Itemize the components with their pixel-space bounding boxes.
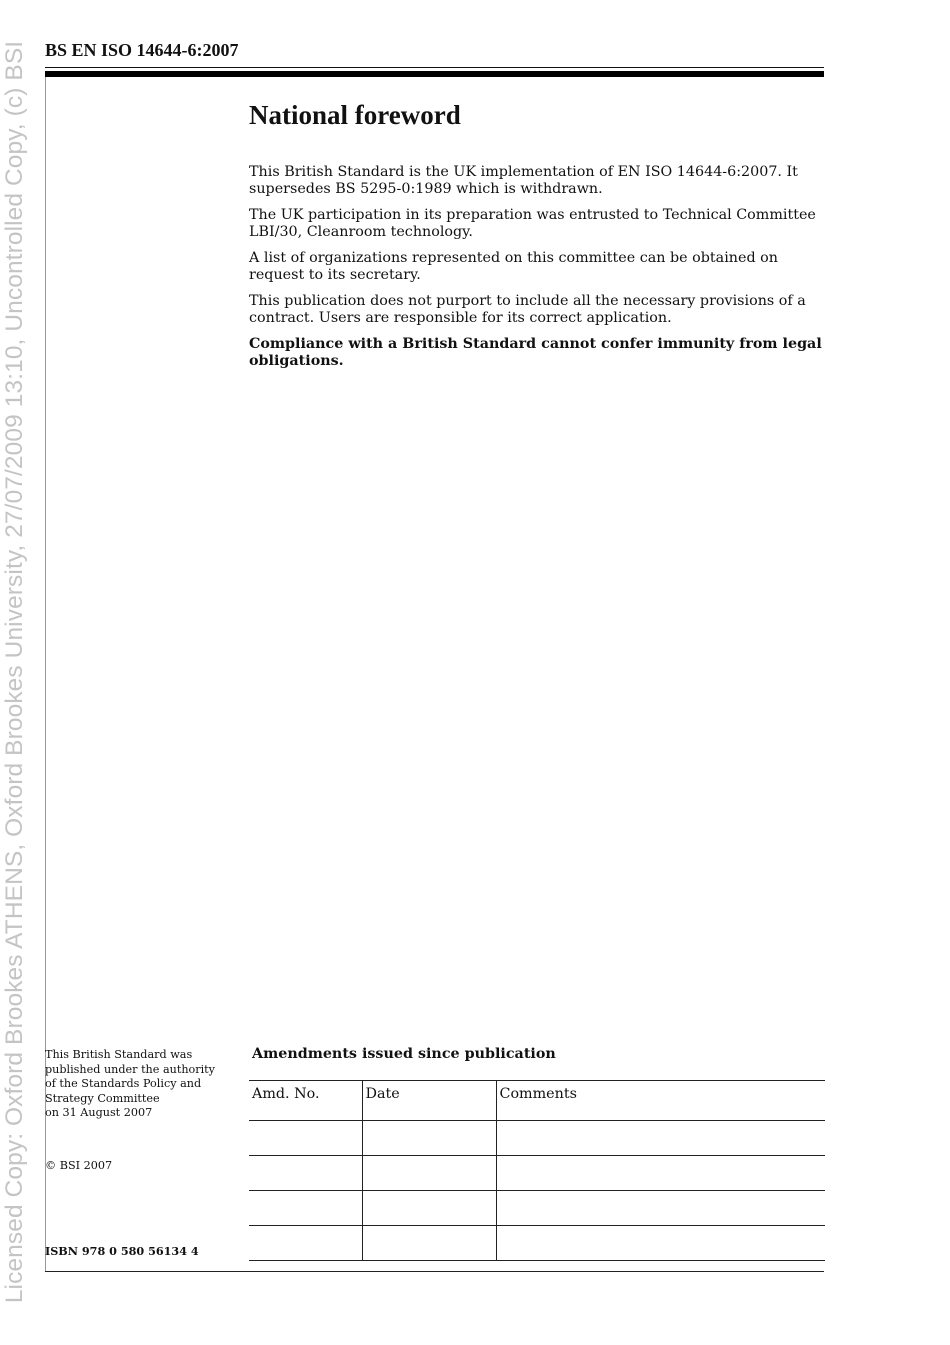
document-id-header: BS EN ISO 14644-6:2007 xyxy=(45,40,239,60)
cell-amd-no xyxy=(249,1121,362,1156)
paragraph-committee: The UK participation in its preparation was entrusted to Technical Committee LBI/30, Cleanroom technology. xyxy=(249,206,816,241)
licensed-copy-watermark: Licensed Copy: Oxford Brookes ATHENS, Oxford Brookes University, 27/07/2009 13:10, Uncontrolled Copy, (c) BSI xyxy=(1,40,28,1304)
compliance-statement: Compliance with a British Standard cannot confer immunity from legal obligations. xyxy=(249,335,822,369)
cell-date xyxy=(362,1226,496,1261)
cell-comments xyxy=(496,1121,825,1156)
cell-comments xyxy=(496,1156,825,1191)
paragraph-provisions: This publication does not purport to include all the necessary provisions of a contract. Users are responsible for its correct application. xyxy=(249,292,806,326)
table-row xyxy=(249,1226,825,1261)
cell-comments xyxy=(496,1191,825,1226)
cell-amd-no xyxy=(249,1226,362,1261)
authority-line: on 31 August 2007 xyxy=(45,1106,153,1119)
table-row xyxy=(249,1156,825,1191)
amendments-table xyxy=(249,1080,825,1261)
publication-authority xyxy=(45,1048,235,1121)
cell-date xyxy=(362,1156,496,1191)
amendments-header-row xyxy=(249,1081,825,1121)
table-row xyxy=(249,1191,825,1226)
column-header-comments: Comments xyxy=(496,1081,825,1121)
cell-date xyxy=(362,1121,496,1156)
cell-amd-no xyxy=(249,1191,362,1226)
footer-rule xyxy=(45,1271,824,1272)
header-thin-rule xyxy=(45,67,824,68)
column-header-date: Date xyxy=(362,1081,496,1121)
column-header-amd-no: Amd. No. xyxy=(249,1081,362,1121)
authority-line: published under the authority xyxy=(45,1062,215,1076)
authority-line: Strategy Committee xyxy=(45,1091,160,1105)
copyright-notice: © BSI 2007 xyxy=(45,1159,113,1172)
authority-line: This British Standard was xyxy=(45,1048,193,1061)
isbn: ISBN 978 0 580 56134 4 xyxy=(45,1244,199,1258)
amendments-title: Amendments issued since publication xyxy=(252,1046,556,1062)
cell-amd-no xyxy=(249,1156,362,1191)
foreword-body xyxy=(249,164,827,378)
cell-date xyxy=(362,1191,496,1226)
table-row xyxy=(249,1121,825,1156)
paragraph-implementation: This British Standard is the UK implementation of EN ISO 14644-6:2007. It supersedes BS 5295-0:1989 which is withdrawn. xyxy=(249,164,798,198)
paragraph-organizations: A list of organizations represented on this committee can be obtained on request to its secretary. xyxy=(249,249,778,284)
authority-line: of the Standards Policy and xyxy=(45,1077,202,1090)
header-thick-rule xyxy=(45,71,824,77)
page-title: National foreword xyxy=(249,100,461,130)
cell-comments xyxy=(496,1226,825,1261)
